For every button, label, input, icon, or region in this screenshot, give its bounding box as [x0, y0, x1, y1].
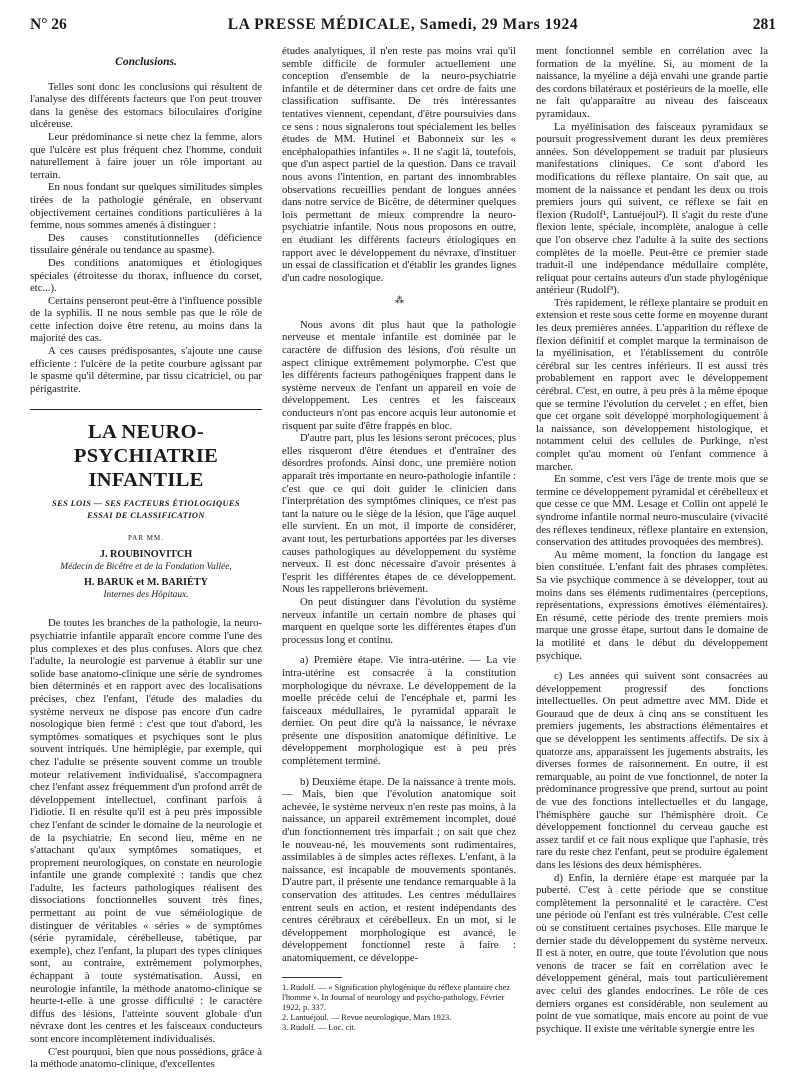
paragraph: En nous fondant sur quelques similitudes simples tirées de la pathologie générale, en observant objectivement certaines conditions particulières à la femme, nous sommes amenés à distinguer : — [30, 181, 262, 232]
column-3 — [536, 45, 768, 1035]
footnote-divider — [282, 977, 342, 978]
paragraph: On peut distinguer dans l'évolution du système nerveux infantile un certain nombre de phases qui marquent en quelque sorte les différentes étapes d'un processus long et continu. — [282, 595, 516, 646]
paragraph: Des causes constitutionnelles (déficience tissulaire générale ou tendance au spasme). — [30, 231, 262, 257]
paragraph: Des conditions anatomiques et étiologiques spéciales (étroitesse du thorax, influence du corset, etc...). — [30, 256, 262, 295]
article-title-line-1: LA NEURO-PSYCHIATRIE — [73, 421, 219, 468]
article-title-line-2: INFANTILE — [88, 469, 204, 492]
footnote: 3. Rudolf. — Loc. cit. — [282, 1023, 356, 1033]
byline-prefix: PAR MM. — [128, 534, 164, 543]
paragraph: Leur prédominance si nette chez la femme, alors que l'ulcère est plus fréquent chez l'homme, conduit naturellement à faire jouer un rôle important au terrain. — [30, 130, 262, 181]
footnote: 1. Rudolf. — « Signification phylogénique du réflexe plantaire chez l'homme ». In Journal of neurology and psycho-pathology, Février 1922, p. 337. — [282, 982, 511, 1012]
section-divider — [30, 409, 262, 410]
paragraph: Au même moment, la fonction du langage est bien constituée. L'enfant fait des phrases complètes. Sa vie psychique commence à se développer, tout au moins dans ses éléments rudimentaires (perceptions, représentations, expressions émotives élémentaires). En résumé, cette période des trente premiers mois marque une grosse étape, surtout dans le domaine de la motilité et dans le début du développement psychique. — [536, 548, 768, 662]
paragraph: A ces causes prédisposantes, s'ajoute une cause efficiente : l'ulcère de la petite courbure agissant par le spasme qu'il détermine, par tissu cicatriciel, ou par périgastrite. — [30, 345, 262, 395]
paragraph: Nous avons dit plus haut que la pathologie nerveuse et mentale infantile est dominée par le caractère de diffusion des lésions, d'où résulte un aspect clinique extrêmement polymorphe. C'est que les différents facteurs pathogéniques frappent dans le système nerveux de l'enfant un appareil en voie de développement. Les centres et les faisceaux conducteurs n'ont pas encore acquis leur autonomie et risquent par suite d'être frappés en bloc. — [282, 318, 516, 432]
affiliation-1: Médecin de Bicêtre et de la Fondation Vallée, — [60, 561, 232, 572]
paragraph: a) Première étape. Vie intra-utérine. — La vie intra-utérine est consacrée à la constitution morphologique du névraxe. Le développement de la moelle précède celui de l'encéphale et, parmi les faisceaux médullaires, le pyramidal apparaît le dernier. On peut dire qu'à la naissance, le névraxe présente une disposition anatomique définitive. Le développement morphologique est à peu près complètement terminé. — [282, 654, 516, 768]
paragraph: De toutes les branches de la pathologie, la neuro-psychiatrie infantile apparaît encore comme l'une des plus complexes et des plus confuses. Alors que chez l'adulte, la neurologie est parvenue à établir sur une solide base anatomo-clinique une série de syndromes bien déterminés et en rapport avec des localisations précises, chez l'enfant, l'étude des maladies du système nerveux ne dispose pas encore d'un cadre nosologique bien fermé : c'est que tout d'abord, les symptômes somatiques et psychiques sont le plus souvent intriqués. Une hémiplégie, par exemple, qui chez l'adulte se présente souvent comme un trouble moteur relativement individualisé, s'accompagnera chez l'enfant assez fréquemment d'un profond arrêt de développement intellectuel, confinant parfois à l'idiotie. Il en résulte qu'il est à peu près impossible chez l'enfant de scinder le domaine de la neurologie et de la psychiatrie. En second lieu, même en ne s'attachant qu'aux symptômes somatiques, et proprement neurologiques, on constate en neurologie infantile une grande complexité : tandis que chez l'adulte, les facteurs pathologiques réalisent des dissociations fonctionnelles souvent très fines, permettant au point de vue séméiologique de distinguer de véritables « séries » de symptômes (série pyramidale, cérébelleuse, tabétique, par exemple), chez l'enfant, la plupart des types cliniques sont, au contraire, extrêmement polymorphes, échappant à toute systématisation. Aussi, en neurologie infantile, la méthode anatomo-clinique se heurte-t-elle à une grosse difficulté : le caractère diffus des lésions, l'atteinte souvent globale d'un névraxe dont les centres et les faisceaux conducteurs sont encore incomplètement individualisés. — [30, 617, 262, 1045]
asterism-separator: ⁂ — [395, 295, 403, 306]
paragraph: d) Enfin, la dernière étape est marquée par la puberté. C'est à cette période que se constitue complètement la personnalité et le caractère. C'est une période où l'enfant est très vulnérable. C'est celle où se constituent certaines psychoses. Elle marque le dernier stade du développement du système nerveux. Il est à noter, en outre, que toute l'évolution que nous venons de tracer se fait en corrélation avec le développement général, mais tout particulièrement avec celui des glandes endocrines. Le rôle de ces derniers organes est considérable, non seulement au point de vue somatique, mais encore au point de vue psychique. Il existe une véritable synergie entre les — [536, 871, 768, 1035]
author-1: J. ROUBINOVITCH — [99, 549, 193, 561]
paragraph: La myélinisation des faisceaux pyramidaux se poursuit progressivement durant les deux premières années. Son développement se traduit par plusieurs manifestations cliniques. Ce sont d'abord les modifications du réflexe plantaire. On sait que, au moment de la naissance et pendant les deux ou trois premiers jours qui suivent, ce réflexe se fait en flexion (Rudolf¹, Lantuéjoul²). Il s'agit du reste d'une flexion lente, spéciale, incomplète, analogue à celle que l'on observe chez l'adulte à la suite des sections complètes de la moelle. Peut-être ce premier stade traduit-il une indépendance médullaire complète, reliquat pour certains auteurs d'un stade phylogénique antérieur (Rudolf³). — [536, 120, 768, 297]
paragraph: c) Les années qui suivent sont consacrées au développement progressif des fonctions intellectuelles. On peut admettre avec MM. Dide et Gouraud que de deux à cinq ans se constituent les premiers jugements, les abstractions élémentaires et que se développent les sentiments affectifs. De six à quatorze ans, apparaissent les jugements abstraits, les diverses formes de raisonnement. En outre, il est remarquable, au point de vue fonctionnel, de noter la prédominance progressive que prend, surtout au point de vue des fonctions intellectuelles et du langage, l'hémisphère gauche sur l'hémisphère droit. Ce développement fonctionnel du cerveau gauche est assez tardif et ce fait nous explique que l'aphasie, très rare du reste chez l'enfant, peut se produire également dans les lésions des deux hémisphères. — [536, 670, 768, 871]
paragraph: ment fonctionnel semble en corrélation avec la formation de la myéline. Si, au moment de la naissance, la myéline a déjà envahi une grande partie des cordons bilatéraux et postérieurs de la moelle, elle ne fait qu'apparaître au niveau des faisceaux pyramidaux. — [536, 45, 768, 120]
journal-title: LA PRESSE MÉDICALE, Samedi, 29 Mars 1924 — [227, 16, 579, 33]
paragraph: En somme, c'est vers l'âge de trente mois que se termine ce développement pyramidal et cérébelleux et que cesse ce que MM. Lesage et Collin ont appelé le syndrome infantile normal neuro-musculaire (vivacité des réflexes tendineux, réflexe plantaire en extension, conservation des attitudes provoquées des membres). — [536, 473, 768, 549]
article-subtitle-2: ESSAI DE CLASSIFICATION — [87, 511, 205, 521]
page-number: 281 — [752, 16, 776, 33]
paragraph: D'autre part, plus les lésions seront précoces, plus elles risqueront d'être étendues et d'entraîner des désordres profonds. Ainsi donc, une première notion apparaît très importante en neuro-pathologie infantile : c'est que ce qui doit guider le clinicien dans l'interprétation des symptômes cliniques, ce n'est pas tant la nature ou le siège de la lésion, que l'âge auquel elle survient. En un mot, il importe de considérer, avant tout, les perturbations apportées par les diverses causes pathologiques au développement du système nerveux. Il est donc nécessaire d'avoir présentes à l'esprit les différentes étapes de ce développement. Nous les rappellerons brièvement. — [282, 432, 516, 596]
paragraph: b) Deuxième étape. De la naissance à trente mois. — Mais, bien que l'évolution anatomique soit achevée, le système nerveux n'en reste pas moins, à la naissance, un appareil extrêmement incomplet, doué d'un fonctionnement très imparfait ; on sait que chez le nouveau-né, les mouvements sont rudimentaires, assimilables à de simples actes réflexes. L'enfant, à la naissance, est incapable de mouvements spontanés. D'autre part, il présente une tendance remarquable à la conservation des attitudes. Les centres médullaires entrent seuls en action, et restent indépendants des centres cérébraux et cérébelleux. En un mot, si le développement morphologique est avancé, le développement fonctionnel reste à faire : anatomiquement, ce développe- — [282, 775, 516, 964]
column-1 — [30, 50, 262, 1071]
issue-number: N° 26 — [30, 16, 67, 33]
paragraph: Telles sont donc les conclusions qui résultent de l'analyse des différents facteurs que l'on peut trouver dans la genèse des estomacs biloculaires d'origine ulcéreuse. — [30, 80, 262, 131]
column-2 — [282, 45, 516, 1034]
article-subtitle-1: SES LOIS — SES FACTEURS ÉTIOLOGIQUES — [52, 499, 240, 509]
paragraph: Certains penseront peut-être à l'influence possible de la syphilis. Il ne nous semble pas que le rôle de cette infection doive être retenu, au moins dans la majorité des cas. — [30, 294, 262, 345]
footnote: 2. Lantuéjoul. — Revue neurologique, Mars 1923. — [282, 1013, 452, 1023]
page-header — [30, 16, 776, 36]
paragraph: Très rapidement, le réflexe plantaire se produit en extension et reste sous cette forme en moyenne durant les deux premières années. L'apparition du réflexe de flexion définitif et complet marque la terminaison de la myélinisation, et l'établissement du contrôle cérébral sur les centres inférieurs. Il est aussi très probablement en rapport avec le développement cérébral. C'est, en outre, à peu près à la même époque que se termine l'évolution du cervelet ; en effet, bien que cet organe soit développé morphologiquement à la naissance, son développement histologique, et notamment celui des cellules de Purkinge, n'est complet qu'au moment où l'enfant commence à marcher. — [536, 296, 768, 473]
affiliation-2: Internes des Hôpitaux. — [103, 589, 189, 600]
conclusions-heading: Conclusions. — [115, 56, 177, 68]
paragraph: études analytiques, il n'en reste pas moins vrai qu'il semble difficile de formuler actuellement une conception d'ensemble de la neuro-psychiatrie infantile et de déterminer dans cet ordre de faits une classification suffisante. De très intéressantes tentatives viennent, cependant, d'être poursuivies dans ce sens : nous signalerons tout spécialement les belles études de MM. Hutinel et Babonneix sur les « encéphalopathies infantiles ». Il ne s'agit là, toutefois, que d'un aspect partiel de la question. Dans ce travail nous avons l'intention, en partant des innombrables observations recueillies pendant de longues années dans notre service de Bicêtre, de déterminer quelques lois permettant de mieux comprendre la neuro-psychiatrie infantile. Nous nous proposons en outre, en étudiant les différents facteurs étiologiques en rapport avec le développement du névraxe, d'instituer un essai de classification et d'établir les grandes lignes d'un cadre nosologique. — [282, 45, 516, 284]
author-2: H. BARUK et M. BARIÉTY — [84, 577, 208, 589]
paragraph: C'est pourquoi, bien que nous possédions, grâce à la méthode anatomo-clinique, d'excellentes — [30, 1045, 262, 1071]
